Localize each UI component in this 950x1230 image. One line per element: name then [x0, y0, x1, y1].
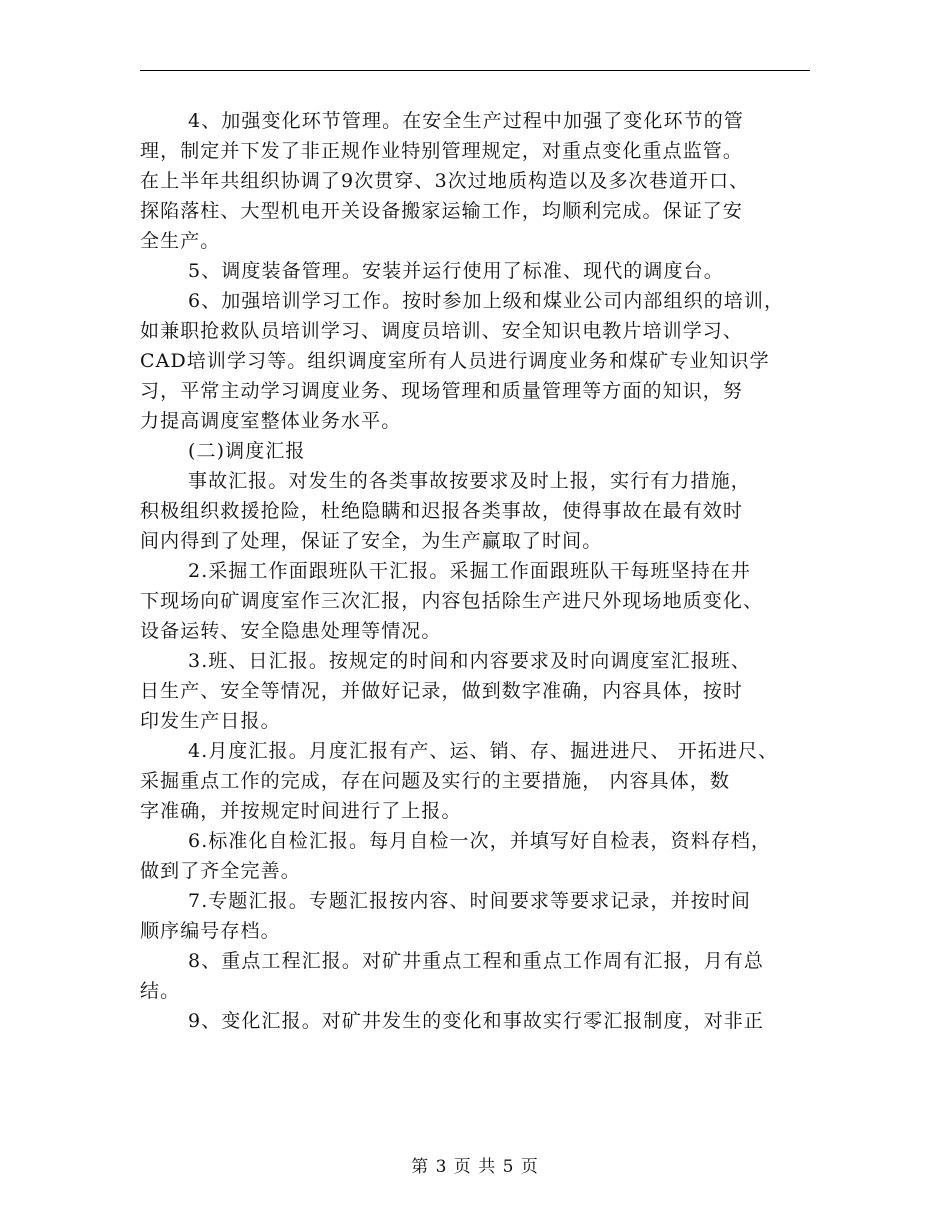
text-line: 5、调度装备管理。安装并运行使用了标准、现代的调度台。 [188, 260, 724, 282]
text-line: 全生产。 [140, 230, 221, 252]
text-line: 8、重点工程汇报。对矿井重点工程和重点工作周有汇报，月有总 [188, 950, 764, 972]
text-line: 探陷落柱、大型机电开关设备搬家运输工作，均顺利完成。保证了安 [140, 200, 744, 222]
text-line: 日生产、安全等情况，并做好记录，做到数字准确，内容具体，按时 [140, 680, 744, 702]
text-line: 4.月度汇报。月度汇报有产、运、销、存、掘进进尺、 开拓进尺、 [188, 740, 779, 762]
text-line: 在上半年共组织协调了9次贯穿、3次过地质构造以及多次巷道开口、 [140, 170, 750, 192]
text-line: 事故汇报。对发生的各类事故按要求及时上报，实行有力措施， [188, 470, 751, 492]
text-line: 印发生产日报。 [140, 710, 281, 732]
text-line: 设备运转、安全隐患处理等情况。 [140, 620, 442, 642]
text-line: 顺序编号存档。 [140, 920, 281, 942]
text-line: 下现场向矿调度室作三次汇报，内容包括除生产进尺外现场地质变化、 [140, 590, 764, 612]
text-line: 理，制定并下发了非正规作业特别管理规定，对重点变化重点监管。 [140, 140, 744, 162]
text-line: 习，平常主动学习调度业务、现场管理和质量管理等方面的知识，努 [140, 380, 744, 402]
text-line: 做到了齐全完善。 [140, 860, 301, 882]
text-line: 6、加强培训学习工作。按时参加上级和煤业公司内部组织的培训， [188, 290, 785, 312]
text-line: 4、加强变化环节管理。在安全生产过程中加强了变化环节的管 [188, 110, 744, 132]
text-line: 间内得到了处理，保证了安全，为生产赢取了时间。 [140, 530, 603, 552]
header-rule [140, 70, 810, 71]
text-line: CAD培训学习等。组织调度室所有人员进行调度业务和煤矿专业知识学 [140, 350, 770, 372]
text-line: (二)调度汇报 [188, 440, 306, 462]
text-line: 3.班、日汇报。按规定的时间和内容要求及时向调度室汇报班、 [188, 650, 752, 672]
text-line: 2.采掘工作面跟班队干汇报。采掘工作面跟班队干每班坚持在井 [188, 560, 752, 582]
text-line: 7.专题汇报。专题汇报按内容、时间要求等要求记录，并按时间 [188, 890, 752, 912]
page-footer: 第 3 页 共 5 页 [411, 1157, 539, 1177]
text-line: 6.标准化自检汇报。每月自检一次，并填写好自检表，资料存档， [188, 830, 772, 852]
text-line: 字准确，并按规定时间进行了上报。 [140, 800, 462, 822]
text-line: 力提高调度室整体业务水平。 [140, 410, 402, 432]
text-line: 结。 [140, 980, 181, 1002]
document-body [140, 106, 830, 1036]
text-line: 采掘重点工作的完成，存在问题及实行的主要措施， 内容具体，数 [140, 770, 731, 792]
text-line: 如兼职抢救队员培训学习、调度员培训、安全知识电教片培训学习、 [140, 320, 744, 342]
text-line: 积极组织救援抢险，杜绝隐瞒和迟报各类事故，使得事故在最有效时 [140, 500, 744, 522]
text-line: 9、变化汇报。对矿井发生的变化和事故实行零汇报制度，对非正 [188, 1010, 764, 1032]
